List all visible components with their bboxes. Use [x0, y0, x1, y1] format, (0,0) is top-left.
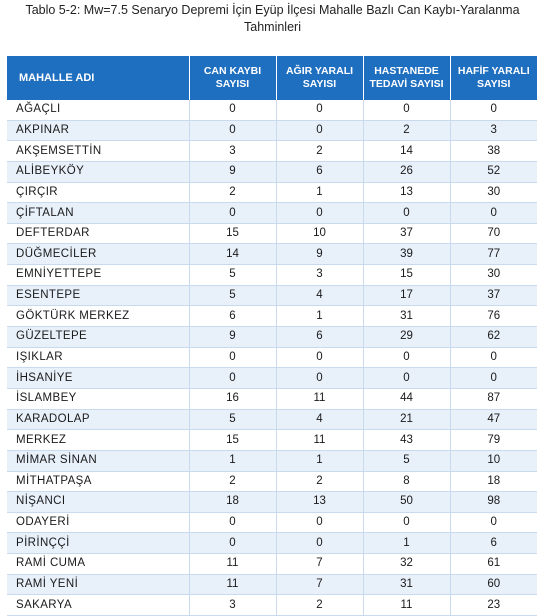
deaths-cell: 11: [189, 574, 276, 595]
table-caption: [0, 2, 545, 36]
lightly-injured-cell: 79: [450, 430, 537, 451]
severely-injured-cell: 3: [276, 265, 363, 286]
deaths-cell: 0: [189, 347, 276, 368]
table-row: [7, 265, 537, 286]
lightly-injured-cell: 0: [450, 512, 537, 533]
table-row: [7, 409, 537, 430]
table-row: [7, 347, 537, 368]
neighbourhood-name: DÜĞMECİLER: [7, 244, 189, 265]
table-row: [7, 471, 537, 492]
caption-line-2: Tahminleri: [244, 20, 301, 34]
hospital-treatment-cell: 39: [363, 244, 450, 265]
deaths-cell: 5: [189, 285, 276, 306]
table-row: [7, 161, 537, 182]
neighbourhood-name: KARADOLAP: [7, 409, 189, 430]
table-row: [7, 244, 537, 265]
hospital-treatment-cell: 2: [363, 120, 450, 141]
lightly-injured-cell: 30: [450, 182, 537, 203]
hospital-treatment-cell: 1: [363, 533, 450, 554]
severely-injured-cell: 0: [276, 533, 363, 554]
deaths-cell: 3: [189, 141, 276, 162]
deaths-cell: 1: [189, 450, 276, 471]
lightly-injured-cell: 61: [450, 554, 537, 575]
neighbourhood-name: MİTHATPAŞA: [7, 471, 189, 492]
neighbourhood-name: NİŞANCI: [7, 492, 189, 513]
severely-injured-cell: 10: [276, 223, 363, 244]
neighbourhood-name: İHSANİYE: [7, 368, 189, 389]
lightly-injured-cell: 18: [450, 471, 537, 492]
header-hospital-treatment: HASTANEDE TEDAVİ SAYISI: [363, 56, 450, 100]
severely-injured-cell: 7: [276, 574, 363, 595]
deaths-cell: 11: [189, 554, 276, 575]
deaths-cell: 15: [189, 223, 276, 244]
table-row: [7, 388, 537, 409]
severely-injured-cell: 2: [276, 595, 363, 616]
severely-injured-cell: 0: [276, 100, 363, 120]
deaths-cell: 0: [189, 533, 276, 554]
deaths-cell: 15: [189, 430, 276, 451]
severely-injured-cell: 1: [276, 450, 363, 471]
severely-injured-cell: 9: [276, 244, 363, 265]
lightly-injured-cell: 70: [450, 223, 537, 244]
hospital-treatment-cell: 0: [363, 100, 450, 120]
lightly-injured-cell: 37: [450, 285, 537, 306]
hospital-treatment-cell: 44: [363, 388, 450, 409]
table-body: [7, 100, 537, 616]
severely-injured-cell: 0: [276, 120, 363, 141]
lightly-injured-cell: 62: [450, 327, 537, 348]
neighbourhood-name: ODAYERİ: [7, 512, 189, 533]
table-row: [7, 430, 537, 451]
table-row: [7, 120, 537, 141]
table-row: [7, 203, 537, 224]
deaths-cell: 3: [189, 595, 276, 616]
neighbourhood-name: ÇİFTALAN: [7, 203, 189, 224]
neighbourhood-name: İSLAMBEY: [7, 388, 189, 409]
deaths-cell: 0: [189, 203, 276, 224]
deaths-cell: 18: [189, 492, 276, 513]
hospital-treatment-cell: 50: [363, 492, 450, 513]
lightly-injured-cell: 77: [450, 244, 537, 265]
table-row: [7, 306, 537, 327]
deaths-cell: 2: [189, 471, 276, 492]
neighbourhood-name: AĞAÇLI: [7, 100, 189, 120]
hospital-treatment-cell: 21: [363, 409, 450, 430]
deaths-cell: 0: [189, 368, 276, 389]
lightly-injured-cell: 30: [450, 265, 537, 286]
hospital-treatment-cell: 8: [363, 471, 450, 492]
severely-injured-cell: 11: [276, 388, 363, 409]
hospital-treatment-cell: 26: [363, 161, 450, 182]
severely-injured-cell: 0: [276, 512, 363, 533]
table-row: [7, 533, 537, 554]
hospital-treatment-cell: 37: [363, 223, 450, 244]
severely-injured-cell: 0: [276, 368, 363, 389]
lightly-injured-cell: 10: [450, 450, 537, 471]
lightly-injured-cell: 6: [450, 533, 537, 554]
deaths-cell: 6: [189, 306, 276, 327]
lightly-injured-cell: 0: [450, 100, 537, 120]
neighbourhood-name: DEFTERDAR: [7, 223, 189, 244]
deaths-cell: 2: [189, 182, 276, 203]
lightly-injured-cell: 87: [450, 388, 537, 409]
severely-injured-cell: 7: [276, 554, 363, 575]
severely-injured-cell: 13: [276, 492, 363, 513]
severely-injured-cell: 0: [276, 203, 363, 224]
table-header-row: [7, 56, 537, 100]
header-severely-injured: AĞIR YARALI SAYISI: [276, 56, 363, 100]
table-row: [7, 223, 537, 244]
severely-injured-cell: 2: [276, 471, 363, 492]
lightly-injured-cell: 0: [450, 368, 537, 389]
neighbourhood-name: ALİBEYKÖY: [7, 161, 189, 182]
deaths-cell: 9: [189, 161, 276, 182]
neighbourhood-name: ÇIRÇIR: [7, 182, 189, 203]
lightly-injured-cell: 52: [450, 161, 537, 182]
table-row: [7, 285, 537, 306]
hospital-treatment-cell: 17: [363, 285, 450, 306]
neighbourhood-name: RAMİ CUMA: [7, 554, 189, 575]
table-row: [7, 595, 537, 616]
hospital-treatment-cell: 15: [363, 265, 450, 286]
severely-injured-cell: 6: [276, 327, 363, 348]
neighbourhood-name: RAMİ YENİ: [7, 574, 189, 595]
neighbourhood-name: AKPINAR: [7, 120, 189, 141]
hospital-treatment-cell: 32: [363, 554, 450, 575]
deaths-cell: 0: [189, 120, 276, 141]
neighbourhood-name: EMNİYETTEPE: [7, 265, 189, 286]
neighbourhood-name: MİMAR SİNAN: [7, 450, 189, 471]
table-row: [7, 512, 537, 533]
deaths-cell: 5: [189, 265, 276, 286]
table-row: [7, 100, 537, 120]
deaths-cell: 9: [189, 327, 276, 348]
header-neighbourhood: MAHALLE ADI: [7, 56, 189, 100]
neighbourhood-name: ESENTEPE: [7, 285, 189, 306]
severely-injured-cell: 0: [276, 347, 363, 368]
neighbourhood-name: IŞIKLAR: [7, 347, 189, 368]
casualty-table: [7, 56, 537, 616]
severely-injured-cell: 1: [276, 182, 363, 203]
table-row: [7, 368, 537, 389]
lightly-injured-cell: 98: [450, 492, 537, 513]
severely-injured-cell: 4: [276, 409, 363, 430]
lightly-injured-cell: 3: [450, 120, 537, 141]
hospital-treatment-cell: 0: [363, 347, 450, 368]
hospital-treatment-cell: 0: [363, 512, 450, 533]
table-row: [7, 141, 537, 162]
table-row: [7, 327, 537, 348]
header-deaths: CAN KAYBI SAYISI: [189, 56, 276, 100]
deaths-cell: 5: [189, 409, 276, 430]
hospital-treatment-cell: 14: [363, 141, 450, 162]
deaths-cell: 0: [189, 100, 276, 120]
deaths-cell: 0: [189, 512, 276, 533]
lightly-injured-cell: 60: [450, 574, 537, 595]
hospital-treatment-cell: 0: [363, 368, 450, 389]
neighbourhood-name: PİRİNÇÇİ: [7, 533, 189, 554]
table-row: [7, 450, 537, 471]
lightly-injured-cell: 23: [450, 595, 537, 616]
hospital-treatment-cell: 0: [363, 203, 450, 224]
neighbourhood-name: SAKARYA: [7, 595, 189, 616]
hospital-treatment-cell: 5: [363, 450, 450, 471]
hospital-treatment-cell: 13: [363, 182, 450, 203]
severely-injured-cell: 2: [276, 141, 363, 162]
lightly-injured-cell: 38: [450, 141, 537, 162]
lightly-injured-cell: 76: [450, 306, 537, 327]
hospital-treatment-cell: 31: [363, 306, 450, 327]
neighbourhood-name: AKŞEMSETTİN: [7, 141, 189, 162]
hospital-treatment-cell: 29: [363, 327, 450, 348]
neighbourhood-name: MERKEZ: [7, 430, 189, 451]
neighbourhood-name: GÜZELTEPE: [7, 327, 189, 348]
table-row: [7, 492, 537, 513]
deaths-cell: 16: [189, 388, 276, 409]
caption-line-1: Tablo 5-2: Mw=7.5 Senaryo Depremi İçin Eyüp İlçesi Mahalle Bazlı Can Kaybı-Yaralanma: [25, 3, 520, 17]
hospital-treatment-cell: 11: [363, 595, 450, 616]
hospital-treatment-cell: 43: [363, 430, 450, 451]
lightly-injured-cell: 47: [450, 409, 537, 430]
severely-injured-cell: 11: [276, 430, 363, 451]
deaths-cell: 14: [189, 244, 276, 265]
table-row: [7, 554, 537, 575]
severely-injured-cell: 4: [276, 285, 363, 306]
table-row: [7, 574, 537, 595]
hospital-treatment-cell: 31: [363, 574, 450, 595]
severely-injured-cell: 1: [276, 306, 363, 327]
severely-injured-cell: 6: [276, 161, 363, 182]
neighbourhood-name: GÖKTÜRK MERKEZ: [7, 306, 189, 327]
table-row: [7, 182, 537, 203]
lightly-injured-cell: 0: [450, 347, 537, 368]
header-lightly-injured: HAFİF YARALI SAYISI: [450, 56, 537, 100]
lightly-injured-cell: 0: [450, 203, 537, 224]
